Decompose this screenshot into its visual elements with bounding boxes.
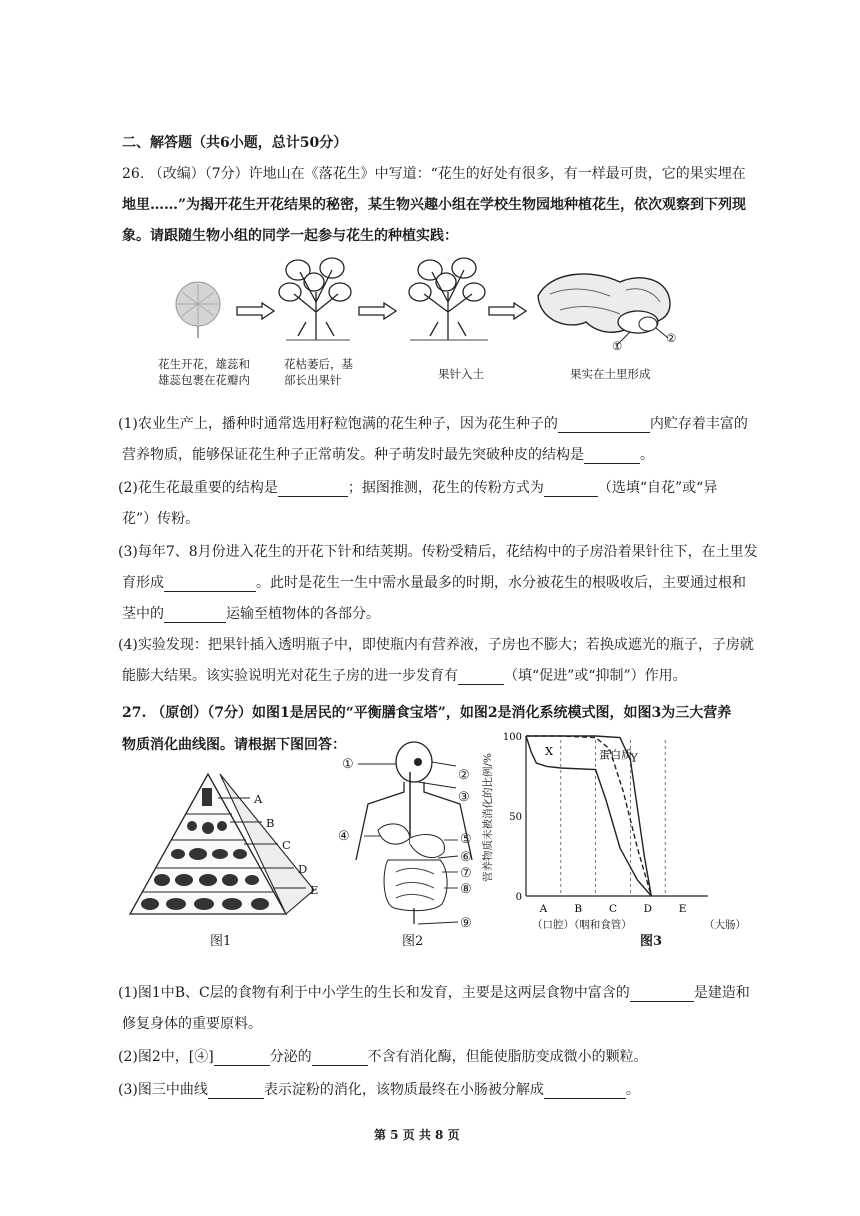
caption-fruit-peg: 花枯萎后，基 部长出果针 — [284, 357, 353, 387]
q27-line2: 物质消化曲线图。请根据下图回答： — [122, 737, 346, 753]
answer-blank[interactable] — [278, 482, 348, 497]
caption-peg-into-soil: 果针入土 — [438, 367, 484, 381]
peanut-flower-image — [172, 280, 224, 340]
series-label: X — [545, 745, 553, 759]
fig3-caption: 图3 — [640, 934, 663, 949]
q26-p3-line1: (3)每年7、8月份进入花生的开花下针和结荚期。传粉受精后，花结构中的子房沿着果针往下，在土里发 — [118, 544, 758, 560]
answer-blank[interactable] — [584, 449, 640, 464]
chart-region-note-left: （口腔）（咽和食管） — [532, 919, 632, 931]
q26-line2: 地里……”为揭开花生开花结果的秘密，某生物兴趣小组在学校生物园地种植花生，依次观察到下列现 — [122, 197, 747, 213]
x-tick-label: B — [574, 903, 583, 915]
q26-line1: 26. （改编）（7分）许地山在《落花生》中写道：“花生的好处有很多，有一样最可贵，它的果实埋在 — [122, 166, 746, 182]
peanut-plant-image — [404, 252, 494, 344]
arrow-icon — [488, 302, 528, 320]
digestive-system-figure — [338, 740, 498, 930]
figure-label-1: ① — [612, 339, 623, 353]
organ-label-4: ④ — [338, 829, 350, 844]
pyramid-label-b: B — [266, 816, 275, 830]
x-tick-label: E — [678, 903, 687, 915]
caption-fruit-forms: 果实在土里形成 — [570, 367, 651, 381]
answer-blank[interactable] — [312, 1051, 368, 1066]
q26-p1-line1: (1)农业生产上，播种时通常选用籽粒饱满的花生种子，因为花生种子的 内贮存着丰富的 — [118, 416, 748, 432]
y-tick-label: 0 — [515, 892, 522, 903]
series-label: Y — [630, 751, 638, 765]
q26-p2-line2: 花”）传粉。 — [122, 511, 200, 527]
chart-region-note-right: （大肠） — [704, 919, 746, 931]
page-footer: 第 5 页 共 8 页 — [374, 1128, 460, 1142]
organ-label-1: ① — [342, 757, 354, 772]
caption-flower: 花生开花，雄蕊和 雄蕊包裹在花瓣内 — [158, 357, 250, 387]
y-tick-label: 100 — [502, 732, 522, 743]
x-tick-label: D — [643, 903, 653, 915]
answer-blank[interactable] — [544, 1084, 626, 1099]
answer-blank[interactable] — [558, 418, 650, 433]
q26-p4-line2: 能膨大结果。该实验说明光对花生子房的进一步发育有 （填“促进”或“抑制”）作用。 — [122, 668, 687, 684]
peanut-plant-image — [276, 252, 356, 344]
q26-p4-line1: (4)实验发现：把果针插入透明瓶子中，即使瓶内有营养液，子房也不膨大；若换成遮光的瓶子，子房就 — [118, 637, 754, 653]
q27-p2: (2)图2中，[④] 分泌的 不含有消化酶，但能使脂肪变成微小的颗粒。 — [118, 1049, 648, 1065]
arrow-icon — [236, 302, 276, 320]
pyramid-label-e: E — [310, 883, 319, 897]
answer-blank[interactable] — [630, 987, 694, 1002]
q27-line1: 27. （原创）（7分）如图1是居民的“平衡膳食宝塔”，如图2是消化系统模式图，如图3为三大营养 — [122, 705, 732, 721]
digestion-curve-chart — [500, 728, 750, 930]
arrow-icon — [358, 302, 398, 320]
fig2-caption: 图2 — [402, 934, 424, 949]
organ-label-8: ⑧ — [460, 882, 472, 897]
organ-label-7: ⑦ — [460, 866, 472, 881]
pyramid-label-a: A — [254, 792, 263, 806]
answer-blank[interactable] — [544, 482, 598, 497]
food-pyramid-figure — [122, 766, 332, 926]
q27-p1-line1: (1)图1中B、C层的食物有利于中小学生的生长和发育，主要是这两层食物中富含的 是建造和 — [118, 985, 750, 1001]
organ-label-5: ⑤ — [460, 832, 472, 847]
series-label: 蛋白质 — [599, 748, 633, 762]
y-tick-label: 50 — [509, 812, 522, 823]
section-title: 二、解答题（共6小题，总计50分） — [122, 135, 348, 151]
organ-label-2: ② — [458, 768, 470, 783]
pyramid-label-c: C — [282, 838, 291, 852]
organ-label-3: ③ — [458, 790, 470, 805]
fig1-caption: 图1 — [210, 934, 232, 949]
answer-blank[interactable] — [164, 577, 256, 592]
chart-y-axis-title: 营养物质未被消化的比例/% — [482, 752, 494, 882]
figure-label-2: ② — [666, 331, 677, 345]
organ-label-9: ⑨ — [460, 916, 472, 931]
pyramid-label-d: D — [298, 862, 308, 876]
q26-p3-line2: 育形成 。此时是花生一生中需水量最多的时期，水分被花生的根吸收后，主要通过根和 — [122, 575, 746, 591]
q27-p1-line2: 修复身体的重要原料。 — [122, 1016, 262, 1032]
x-tick-label: C — [608, 903, 618, 915]
answer-blank[interactable] — [214, 1051, 270, 1066]
x-tick-label: A — [539, 903, 548, 915]
q26-p3-line3: 茎中的 运输至植物体的各部分。 — [122, 606, 380, 622]
q26-p2-line1: (2)花生花最重要的结构是 ；据图推测，花生的传粉方式为 （选填“自花”或“异 — [118, 480, 718, 496]
q26-line3: 象。请跟随生物小组的同学一起参与花生的种植实践： — [122, 228, 458, 244]
answer-blank[interactable] — [208, 1084, 264, 1099]
answer-blank[interactable] — [458, 670, 504, 685]
q26-p1-line2: 营养物质，能够保证花生种子正常萌发。种子萌发时最先突破种皮的结构是 。 — [122, 447, 654, 463]
organ-label-6: ⑥ — [460, 850, 472, 865]
q27-p3: (3)图三中曲线 表示淀粉的消化，该物质最终在小肠被分解成 。 — [118, 1082, 640, 1098]
answer-blank[interactable] — [164, 608, 226, 623]
